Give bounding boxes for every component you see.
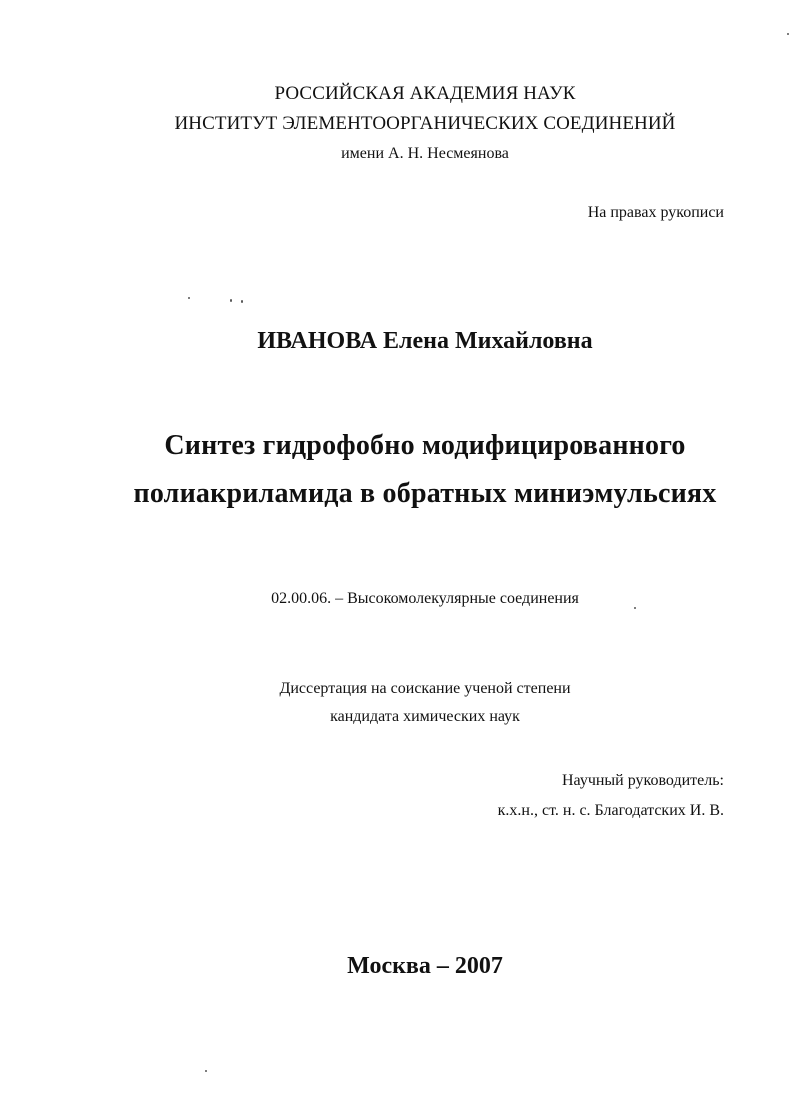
degree-line-2: кандидата химических наук — [330, 708, 520, 725]
scan-speck — [205, 1070, 207, 1072]
scan-speck — [634, 607, 636, 609]
specialty-code: 02.00.06. – Высокомолекулярные соединения — [271, 590, 579, 607]
supervisor-name: к.х.н., ст. н. с. Благодатских И. В. — [497, 802, 724, 819]
city-and-year: Москва – 2007 — [347, 953, 503, 979]
thesis-title-line-1: Синтез гидрофобно модифицированного — [164, 430, 686, 461]
academy-name: РОССИЙСКАЯ АКАДЕМИЯ НАУК — [274, 83, 576, 104]
degree-line-1: Диссертация на соискание ученой степени — [279, 680, 571, 697]
institute-named-after: имени А. Н. Несмеянова — [341, 145, 509, 162]
scan-speck — [188, 297, 190, 299]
author-name: ИВАНОВА Елена Михайловна — [257, 328, 593, 354]
manuscript-rights-notice: На правах рукописи — [587, 204, 724, 221]
scan-speck — [230, 299, 232, 302]
scan-speck — [241, 300, 243, 303]
supervisor-label: Научный руководитель: — [561, 772, 724, 789]
thesis-title-line-2: полиакриламида в обратных миниэмульсиях — [133, 478, 717, 509]
scan-speck — [787, 33, 789, 35]
institute-name: ИНСТИТУТ ЭЛЕМЕНТООРГАНИЧЕСКИХ СОЕДИНЕНИЙ — [174, 113, 676, 134]
